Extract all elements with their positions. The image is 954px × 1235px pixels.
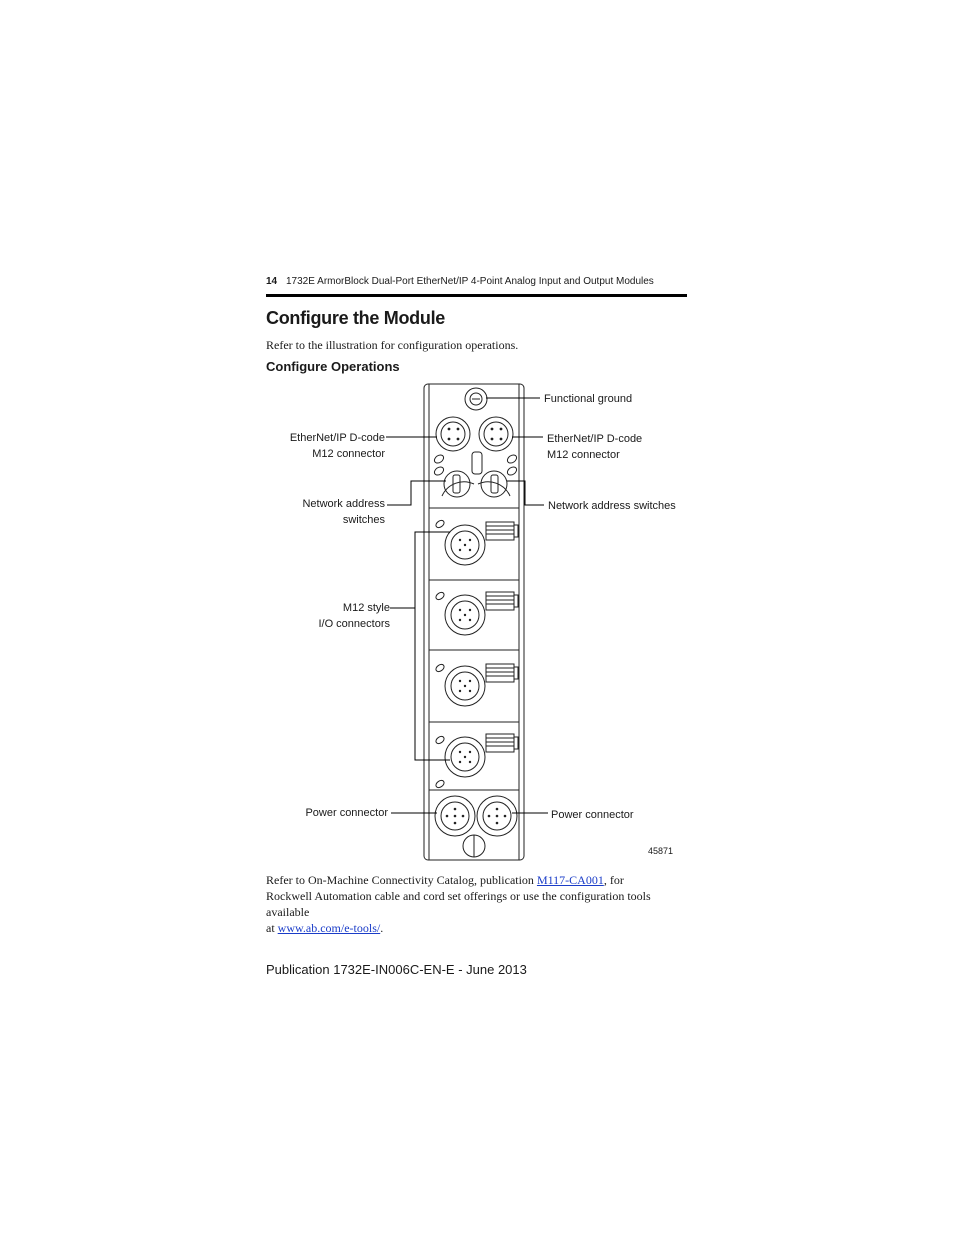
label-network-address-right: Network address switches bbox=[548, 500, 676, 512]
intro-paragraph: Refer to the illustration for configuration operations. bbox=[266, 338, 519, 352]
label-functional-ground: Functional ground bbox=[544, 393, 633, 405]
label-network-address-left-line2: switches bbox=[342, 514, 385, 526]
running-header-title: 1732E ArmorBlock Dual-Port EtherNet/IP 4-Point Analog Input and Output Modules bbox=[286, 276, 654, 287]
section-title: Configure the Module bbox=[266, 308, 445, 328]
subsection-title: Configure Operations bbox=[266, 359, 400, 374]
label-io-line2: I/O connectors bbox=[318, 618, 390, 630]
label-ethernet-right-line2: M12 connector bbox=[547, 449, 620, 461]
reference-text-3: Rockwell Automation cable and cord set offerings or use the configuration tools available bbox=[266, 889, 651, 919]
label-network-address-left-line1: Network address bbox=[302, 498, 385, 510]
reference-text-1: Refer to On-Machine Connectivity Catalog, publication bbox=[266, 873, 537, 887]
reference-paragraph bbox=[266, 872, 696, 936]
label-ethernet-right-line1: EtherNet/IP D-code bbox=[547, 433, 643, 445]
page-number: 14 bbox=[266, 276, 278, 287]
etools-link[interactable]: www.ab.com/e-tools/ bbox=[277, 921, 381, 935]
reference-text-2: , for bbox=[603, 873, 624, 887]
reference-text-4: at bbox=[266, 921, 278, 935]
reference-text-5: . bbox=[380, 921, 384, 935]
label-ethernet-left-line2: M12 connector bbox=[312, 448, 385, 460]
label-ethernet-left-line1: EtherNet/IP D-code bbox=[289, 432, 385, 444]
label-io-line1: M12 style bbox=[342, 602, 390, 614]
catalog-link[interactable]: M117-CA001 bbox=[536, 873, 604, 887]
publication-footer: Publication 1732E-IN006C-EN-E - June 2013 bbox=[266, 962, 527, 977]
figure-number: 45871 bbox=[648, 846, 674, 856]
label-power-right: Power connector bbox=[551, 809, 634, 821]
label-power-left: Power connector bbox=[305, 807, 388, 819]
